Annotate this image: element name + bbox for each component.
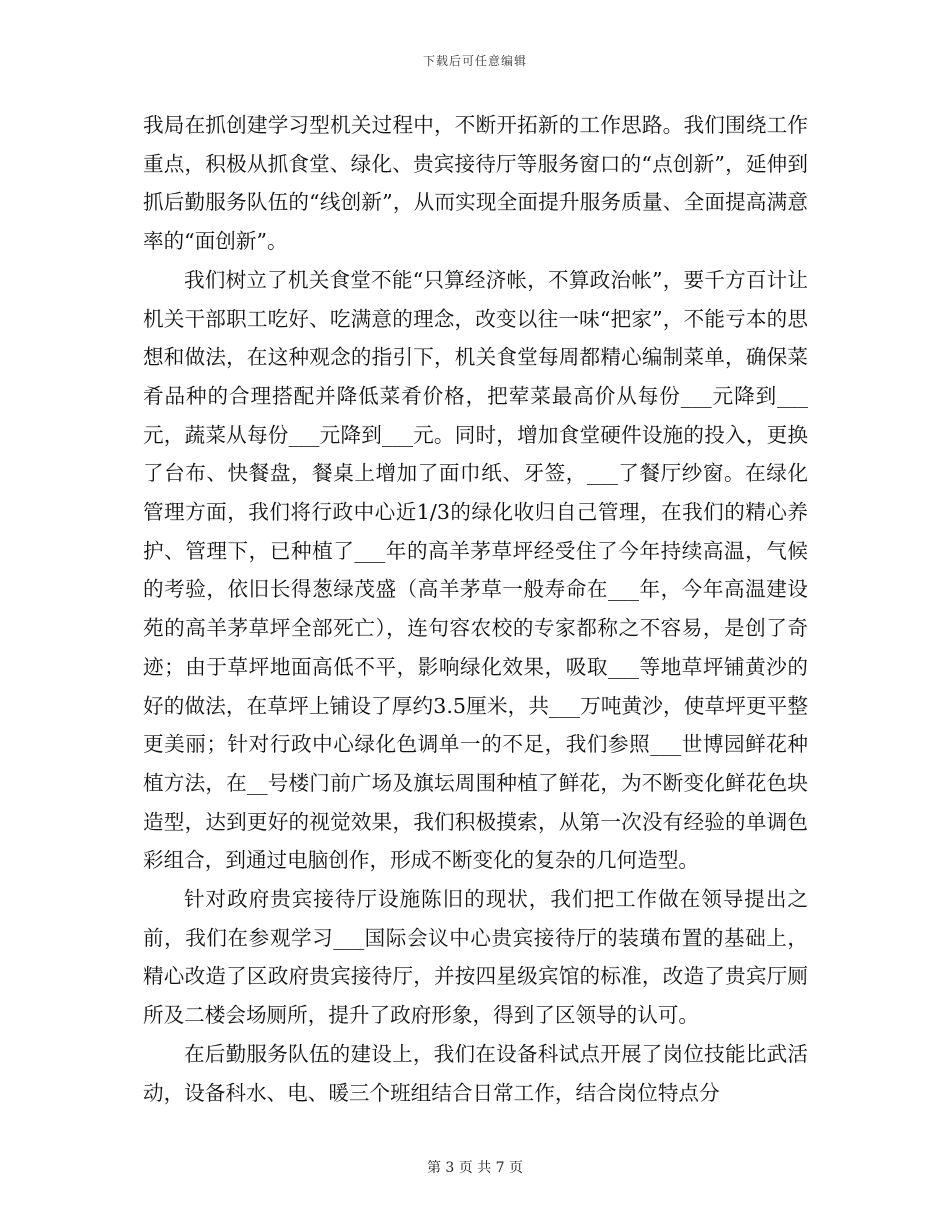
page-footer: 第 3 页 共 7 页 — [426, 1160, 524, 1176]
paragraph-2: 我们树立了机关食堂不能“只算经济帐，不算政治帐”，要千方百计让机关干部职工吃好、吃满意的理念，改变以往一味“把家”，不能亏本的思想和做法，在这种观念的指引下，机关食堂每周都精心编制菜单，确保菜肴品种的合理搭配并降低菜肴价格，把荤菜最高价从每份___元降到___元，蔬菜从每份___元降到___元。同时，增加食堂硬件设施的投入，更换了台布、快餐盘，餐桌上增加了面巾纸、牙签，___了餐厅纱窗。在绿化管理方面，我们将行政中心近1/3的绿化收归自己管理，在我们的精心养护、管理下，已种植了___年的高羊茅草坪经受住了今年持续高温，气候的考验，依旧长得葱绿茂盛（高羊茅草一般寿命在___年，今年高温建设苑的高羊茅草坪全部死亡），连句容农校的专家都称之不容易，是创了奇迹；由于草坪地面高低不平，影响绿化效果，吸取___等地草坪铺黄沙的好的做法，在草坪上铺设了厚约3.5厘米，共___万吨黄沙，使草坪更平整更美丽；针对行政中心绿化色调单一的不足，我们参照___世博园鲜花种植方法，在__号楼门前广场及旗坛周围种植了鲜花，为不断变化鲜花色块造型，达到更好的视觉效果，我们积极摸索，从第一次没有经验的单调色彩组合，到通过电脑创作，形成不断变化的复杂的几何造型。 — [143, 267, 808, 873]
paragraph-4: 在后勤服务队伍的建设上，我们在设备科试点开展了岗位技能比武活动，设备科水、电、暖三个班组结合日常工作，结合岗位特点分 — [143, 1041, 808, 1105]
page-header: 下载后可任意编辑 — [422, 54, 527, 68]
document-body — [143, 106, 808, 1112]
paragraph-1: 我局在抓创建学习型机关过程中，不断开拓新的工作思路。我们围绕工作重点，积极从抓食堂、绿化、贵宾接待厅等服务窗口的“点创新”，延伸到抓后勤服务队伍的“线创新”，从而实现全面提升服务质量、全面提高满意率的“面创新”。 — [143, 113, 808, 254]
paragraph-3: 针对政府贵宾接待厅设施陈旧的现状，我们把工作做在领导提出之前，我们在参观学习___国际会议中心贵宾接待厅的装璜布置的基础上，精心改造了区政府贵宾接待厅，并按四星级宾馆的标准，改造了贵宾厅厕所及二楼会场厕所，提升了政府形象，得到了区领导的认可。 — [143, 887, 808, 1028]
